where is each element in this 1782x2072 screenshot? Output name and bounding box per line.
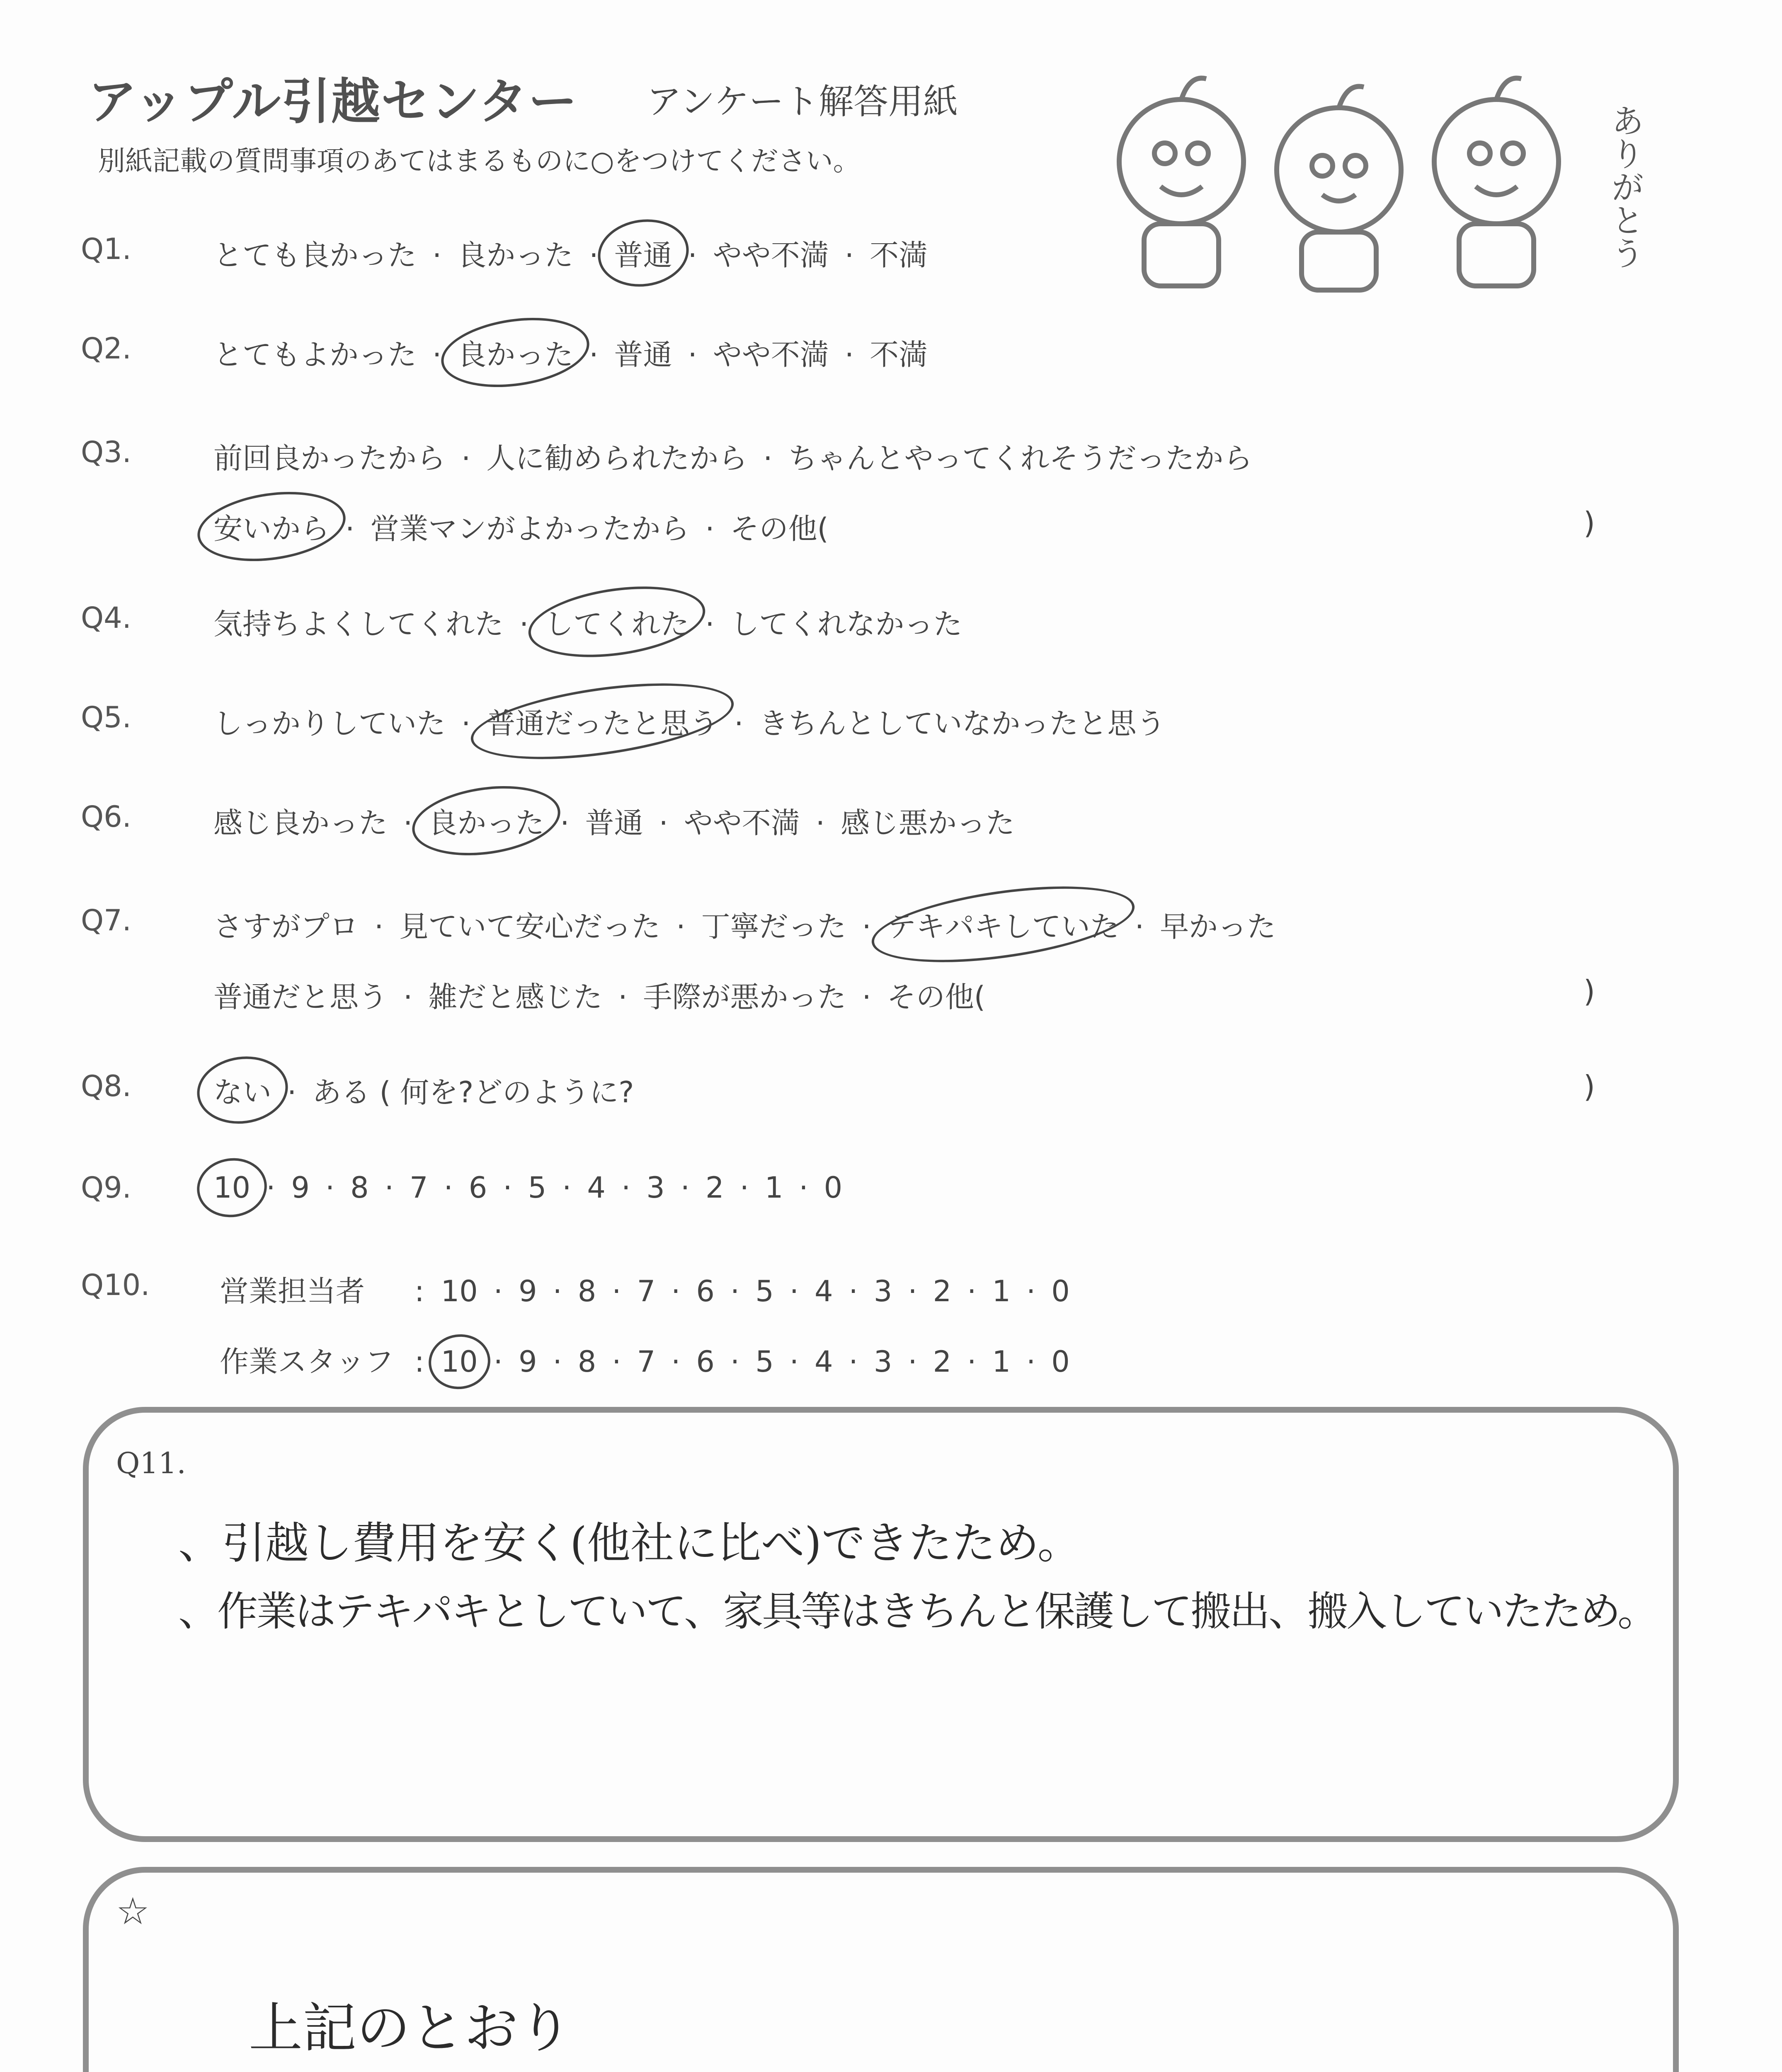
answer-option[interactable]: 雑だと感じた <box>428 980 603 1014</box>
question-label: Q10. <box>81 1268 150 1302</box>
rating-option[interactable]: 9 <box>518 1345 537 1379</box>
answer-option[interactable]: その他( <box>730 512 829 546</box>
option-separator: · <box>618 980 628 1014</box>
answer-option[interactable]: 10 <box>213 1171 250 1205</box>
option-separator: · <box>621 1171 631 1205</box>
question-label: Q5. <box>81 700 131 734</box>
option-separator: · <box>493 1345 503 1379</box>
answer-option[interactable]: しっかりしていた <box>213 707 446 741</box>
question-options-row <box>213 974 985 1016</box>
option-separator: · <box>862 980 871 1014</box>
rating-option[interactable]: 10 <box>441 1345 478 1379</box>
q10-colon: : <box>415 1345 424 1379</box>
answer-option[interactable]: ちゃんとやってくれそうだったから <box>788 441 1253 475</box>
rating-option[interactable]: 4 <box>815 1345 833 1379</box>
option-separator: · <box>553 1345 562 1379</box>
answer-option[interactable]: 不満 <box>870 238 928 272</box>
selection-circle <box>867 873 1139 976</box>
mascot-illustration <box>1098 62 1670 294</box>
answer-option[interactable]: 気持ちよくしてくれた <box>213 607 504 641</box>
option-separator: · <box>799 1171 808 1205</box>
question-options-row <box>213 601 963 643</box>
selection-circle <box>193 1051 292 1129</box>
q10-rating-row <box>220 1268 1070 1310</box>
answer-option[interactable]: 9 <box>291 1171 310 1205</box>
option-separator: · <box>374 910 384 944</box>
rating-option[interactable]: 8 <box>577 1345 596 1379</box>
option-separator: · <box>705 512 715 546</box>
option-separator: · <box>560 806 570 840</box>
answer-option[interactable]: 4 <box>587 1171 606 1205</box>
question-label: Q8. <box>81 1069 131 1103</box>
question-label: Q6. <box>81 800 131 834</box>
option-separator: · <box>815 806 825 840</box>
question-options-row <box>213 800 1015 842</box>
option-separator: · <box>789 1345 799 1379</box>
answer-option[interactable]: やや不満 <box>684 806 800 840</box>
comment-text: 上記のとおり <box>249 1997 572 2060</box>
rating-option[interactable]: 6 <box>696 1345 715 1379</box>
answer-option[interactable]: 感じ悪かった <box>841 806 1015 840</box>
answer-option[interactable]: 8 <box>350 1171 369 1205</box>
question-label: Q4. <box>81 601 131 635</box>
option-separator: · <box>519 607 529 641</box>
rating-option[interactable]: 5 <box>755 1345 774 1379</box>
selection-circle <box>425 1330 494 1393</box>
answer-option[interactable]: その他( <box>887 980 986 1014</box>
selection-circle <box>193 483 350 570</box>
answer-option[interactable]: さすがプロ <box>213 910 359 944</box>
q10-colon: : <box>415 1274 424 1308</box>
company-name: アップル引越センター <box>88 73 578 130</box>
option-separator: · <box>763 441 773 475</box>
answer-option[interactable]: 3 <box>646 1171 665 1205</box>
option-separator: · <box>844 238 854 272</box>
answer-option[interactable]: ある ( 何を?どのように? <box>312 1075 634 1109</box>
rating-option[interactable]: 6 <box>696 1274 715 1308</box>
question-options-row <box>213 435 1253 477</box>
option-separator: · <box>403 806 413 840</box>
form-title: アンケート解答用紙 <box>647 81 958 122</box>
question-options-row <box>213 1069 634 1111</box>
option-separator: · <box>1026 1345 1036 1379</box>
close-paren: ) <box>1583 974 1595 1009</box>
question-options-row <box>213 700 1166 742</box>
answer-option[interactable]: 不満 <box>870 338 928 372</box>
option-separator: · <box>1135 910 1144 944</box>
option-separator: · <box>589 338 599 372</box>
rating-option[interactable]: 7 <box>637 1274 656 1308</box>
answer-option[interactable]: とてもよかった <box>213 338 417 372</box>
rating-option[interactable]: 2 <box>933 1274 952 1308</box>
option-separator: · <box>444 1171 453 1205</box>
rating-option[interactable]: 0 <box>1051 1274 1070 1308</box>
answer-option[interactable]: 1 <box>764 1171 783 1205</box>
question-options-row <box>213 506 829 547</box>
q10-row-name: 作業スタッフ <box>220 1345 394 1379</box>
answer-option[interactable]: ない <box>213 1069 272 1111</box>
option-separator: · <box>844 338 854 372</box>
option-separator: · <box>562 1171 572 1205</box>
rating-option[interactable]: 10 <box>441 1274 478 1308</box>
question-options-row <box>213 1171 842 1205</box>
q11-answer-line-2: 、作業はテキパキとしていて、家具等はきちんと保護して搬出、搬入していたため。 <box>178 1588 1657 1635</box>
question-label: Q9. <box>81 1171 131 1205</box>
rating-option[interactable]: 2 <box>933 1345 952 1379</box>
rating-option[interactable]: 0 <box>1051 1345 1070 1379</box>
answer-option[interactable]: 普通だと思う <box>213 980 388 1014</box>
option-separator: · <box>671 1274 681 1308</box>
rating-option[interactable]: 3 <box>873 1274 892 1308</box>
option-separator: · <box>676 910 686 944</box>
answer-option[interactable]: 普通だったと思う <box>486 700 718 742</box>
option-separator: · <box>403 980 413 1014</box>
option-separator: · <box>705 607 715 641</box>
option-separator: · <box>967 1345 977 1379</box>
selection-circle <box>193 1154 271 1222</box>
rating-option[interactable]: 7 <box>637 1345 656 1379</box>
rating-option[interactable]: 1 <box>992 1274 1011 1308</box>
close-paren: ) <box>1583 1069 1595 1104</box>
option-separator: · <box>493 1274 503 1308</box>
answer-option[interactable]: きちんとしていなかったと思う <box>759 707 1166 741</box>
answer-option[interactable]: してくれなかった <box>730 607 963 641</box>
answer-option[interactable]: 0 <box>824 1171 843 1205</box>
option-separator: · <box>325 1171 335 1205</box>
answer-option[interactable]: 2 <box>706 1171 724 1205</box>
option-separator: · <box>612 1274 621 1308</box>
option-separator: · <box>908 1345 917 1379</box>
answer-option[interactable]: 前回良かったから <box>213 441 446 475</box>
answer-option[interactable]: 普通 <box>614 338 672 372</box>
question-label: Q3. <box>81 435 131 469</box>
selection-circle <box>593 213 693 292</box>
option-separator: · <box>671 1345 681 1379</box>
option-separator: · <box>384 1171 394 1205</box>
rating-option[interactable]: 1 <box>992 1345 1011 1379</box>
option-separator: · <box>432 238 442 272</box>
answer-option[interactable]: 安いから <box>213 506 330 547</box>
option-separator: · <box>688 238 697 272</box>
answer-option[interactable]: やや不満 <box>713 338 829 372</box>
option-separator: · <box>967 1274 977 1308</box>
question-label: Q2. <box>81 332 131 366</box>
q10-rating-row <box>220 1339 1070 1380</box>
option-separator: · <box>461 441 471 475</box>
option-separator: · <box>345 512 355 546</box>
instructions: 別紙記載の質問事項のあてはまるものに○をつけてください。 <box>98 145 861 177</box>
option-separator: · <box>461 707 471 741</box>
option-separator: · <box>612 1345 621 1379</box>
option-separator: · <box>908 1274 917 1308</box>
q11-answer-line-1: 、引越し費用を安く(他社に比べ)できたため。 <box>178 1518 1081 1569</box>
option-separator: · <box>849 1274 858 1308</box>
option-separator: · <box>432 338 442 372</box>
answer-option[interactable]: やや不満 <box>713 238 829 272</box>
option-separator: · <box>589 238 599 272</box>
star-label: ☆ <box>116 1890 150 1933</box>
close-paren: ) <box>1583 506 1595 540</box>
question-options-row <box>213 332 928 373</box>
answer-option[interactable]: 普通 <box>614 232 672 274</box>
rating-option[interactable]: 9 <box>518 1274 537 1308</box>
q11-label: Q11. <box>116 1446 186 1480</box>
answer-option[interactable]: 普通 <box>585 806 643 840</box>
option-separator: · <box>659 806 668 840</box>
answer-option[interactable]: 見ていて安心だった <box>399 910 661 944</box>
selection-circle <box>524 576 710 667</box>
option-separator: · <box>789 1274 799 1308</box>
option-separator: · <box>862 910 871 944</box>
question-label: Q1. <box>81 232 131 266</box>
answer-option[interactable]: テキパキしていた <box>887 903 1119 945</box>
question-label: Q7. <box>81 903 131 937</box>
option-separator: · <box>1026 1274 1036 1308</box>
question-options-row <box>213 903 1276 945</box>
option-separator: · <box>266 1171 276 1205</box>
answer-option[interactable]: してくれた <box>544 601 689 643</box>
rating-option[interactable]: 3 <box>873 1345 892 1379</box>
option-separator: · <box>734 707 744 741</box>
answer-option[interactable]: 6 <box>468 1171 487 1205</box>
answer-option[interactable]: とても良かった <box>213 238 417 272</box>
selection-circle <box>437 309 594 396</box>
answer-option[interactable]: 良かった <box>457 238 574 272</box>
option-separator: · <box>680 1171 690 1205</box>
answer-option[interactable]: 良かった <box>428 800 544 842</box>
option-separator: · <box>849 1345 858 1379</box>
answer-option[interactable]: 手際が悪かった <box>643 980 846 1014</box>
q10-row-name: 営業担当者 <box>220 1274 365 1308</box>
option-separator: · <box>553 1274 562 1308</box>
answer-option[interactable]: 人に勧められたから <box>486 441 748 475</box>
option-separator: · <box>287 1075 297 1109</box>
answer-option[interactable]: 感じ良かった <box>213 806 388 840</box>
answer-option[interactable]: 早かった <box>1160 910 1276 944</box>
selection-circle <box>466 670 738 773</box>
option-separator: · <box>730 1345 740 1379</box>
answer-option[interactable]: 7 <box>409 1171 428 1205</box>
answer-option[interactable]: 丁寧だった <box>701 910 846 944</box>
selection-circle <box>408 777 565 864</box>
rating-option[interactable]: 8 <box>577 1274 596 1308</box>
answer-option[interactable]: 5 <box>528 1171 547 1205</box>
answer-option[interactable]: 営業マンがよかったから <box>370 512 690 546</box>
question-options-row <box>213 232 928 274</box>
thanks-text: ありがとう <box>1605 104 1644 269</box>
rating-option[interactable]: 4 <box>815 1274 833 1308</box>
option-separator: · <box>503 1171 512 1205</box>
answer-option[interactable]: 良かった <box>457 332 573 373</box>
rating-option[interactable]: 5 <box>755 1274 774 1308</box>
option-separator: · <box>730 1274 740 1308</box>
option-separator: · <box>688 338 697 372</box>
option-separator: · <box>739 1171 749 1205</box>
